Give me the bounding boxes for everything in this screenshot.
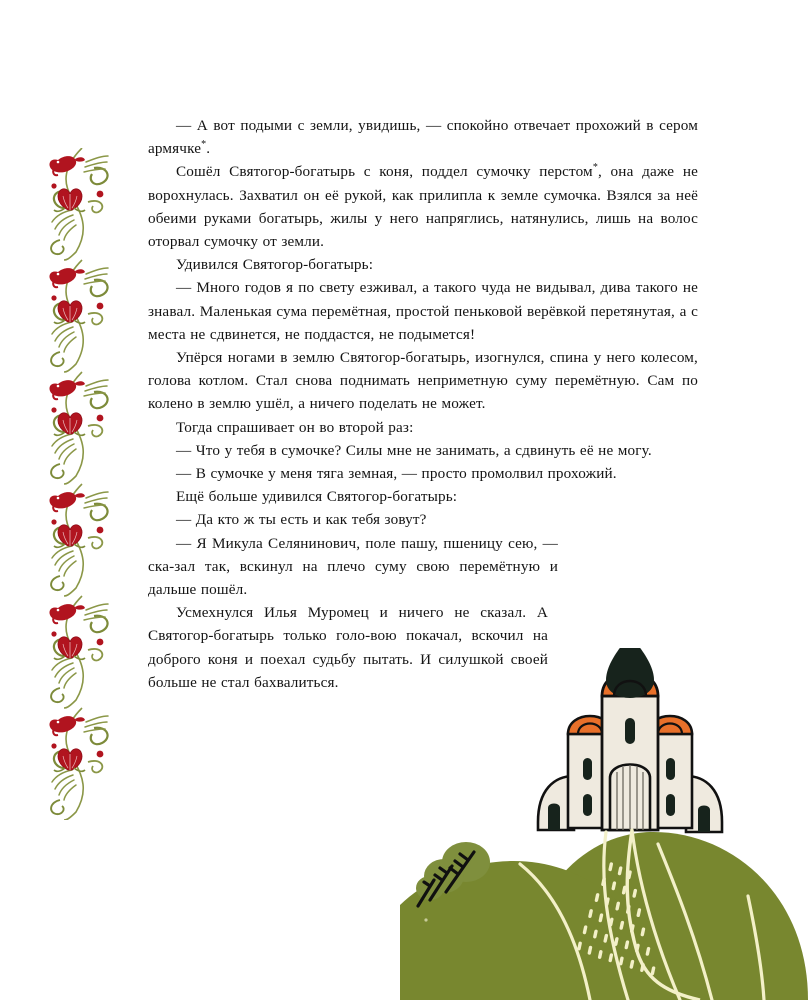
floral-border-svg (42, 148, 120, 820)
paragraph: Усмехнулся Илья Муромец и ничего не сказал. А Святогор-богатырь только голо-вою покачал, вскочил на доброго коня и поехал судьбу пытать. И силушкой своей больше не стал бахвалиться. (148, 604, 548, 691)
hill-back (520, 832, 808, 1000)
paragraph-tail: . (206, 140, 211, 158)
paragraph (148, 160, 698, 253)
trees (416, 842, 490, 906)
paths (520, 830, 764, 1000)
speck (424, 918, 427, 921)
paragraph: Упёрся ногами в землю Святогор-богатырь, изогнулся, спина у него колесом, голова котлом. Стал снова поднимать неприметную суму перемётную. Сам по колено в землю ушёл, а ничего поделать не может. (148, 349, 698, 413)
paragraph: Тогда спрашивает он во второй раз: (176, 418, 414, 436)
footnote-marker: * (592, 162, 598, 174)
paragraph-text: — А вот подыми с земли, увидишь, — спокойно отвечает прохожий в сером армячке (148, 117, 698, 158)
paragraph: — Много годов я по свету езживал, а такого чуда не видывал, дива такого не знавал. Маленькая сума перемётная, простой пеньковой верёвкой перетянутая, а с места не сдвинется, не поддастся, не подымется! (148, 279, 698, 343)
paragraph: — В сумочке у меня тяга земная, — просто промолвил прохожий. (176, 465, 617, 483)
church-on-hill-svg (400, 648, 808, 1000)
paragraph: — Что у тебя в сумочке? Силы мне не занимать, а сдвинуть её не могу. (176, 441, 652, 459)
story-text-column (148, 114, 698, 694)
hill-front (400, 861, 650, 1000)
paragraph: Удивился Святогор-богатырь: (176, 256, 374, 274)
paragraph: — Да кто ж ты есть и как тебя зовут? (176, 511, 427, 529)
paragraph: — Я Микула Селянинович, поле пашу, пшеницу сею, — ска-зал так, вскинул на плечо суму свою перемётную и дальше пошёл. (148, 534, 558, 599)
paragraph-text: Сошёл Святогор-богатырь с коня, поддел сумочку перстом (176, 163, 593, 181)
field-boundary (627, 830, 700, 1000)
church-on-hill-illustration (400, 648, 808, 1000)
paragraph-text-continued: , она даже не ворохнулась. Захватил он её рукой, как прилипла к земле сумочка. Взялся за неё обеими руками богатырь, жилы у него напряглись, натянулись, лишь на волос оторвал сумочку от земли. (148, 163, 698, 251)
paragraph (148, 114, 698, 160)
paragraph: Ещё больше удивился Святогор-богатырь: (176, 488, 458, 506)
floral-border-ornament (42, 148, 120, 820)
footnote-marker: * (201, 139, 207, 151)
field-texture (575, 859, 675, 975)
